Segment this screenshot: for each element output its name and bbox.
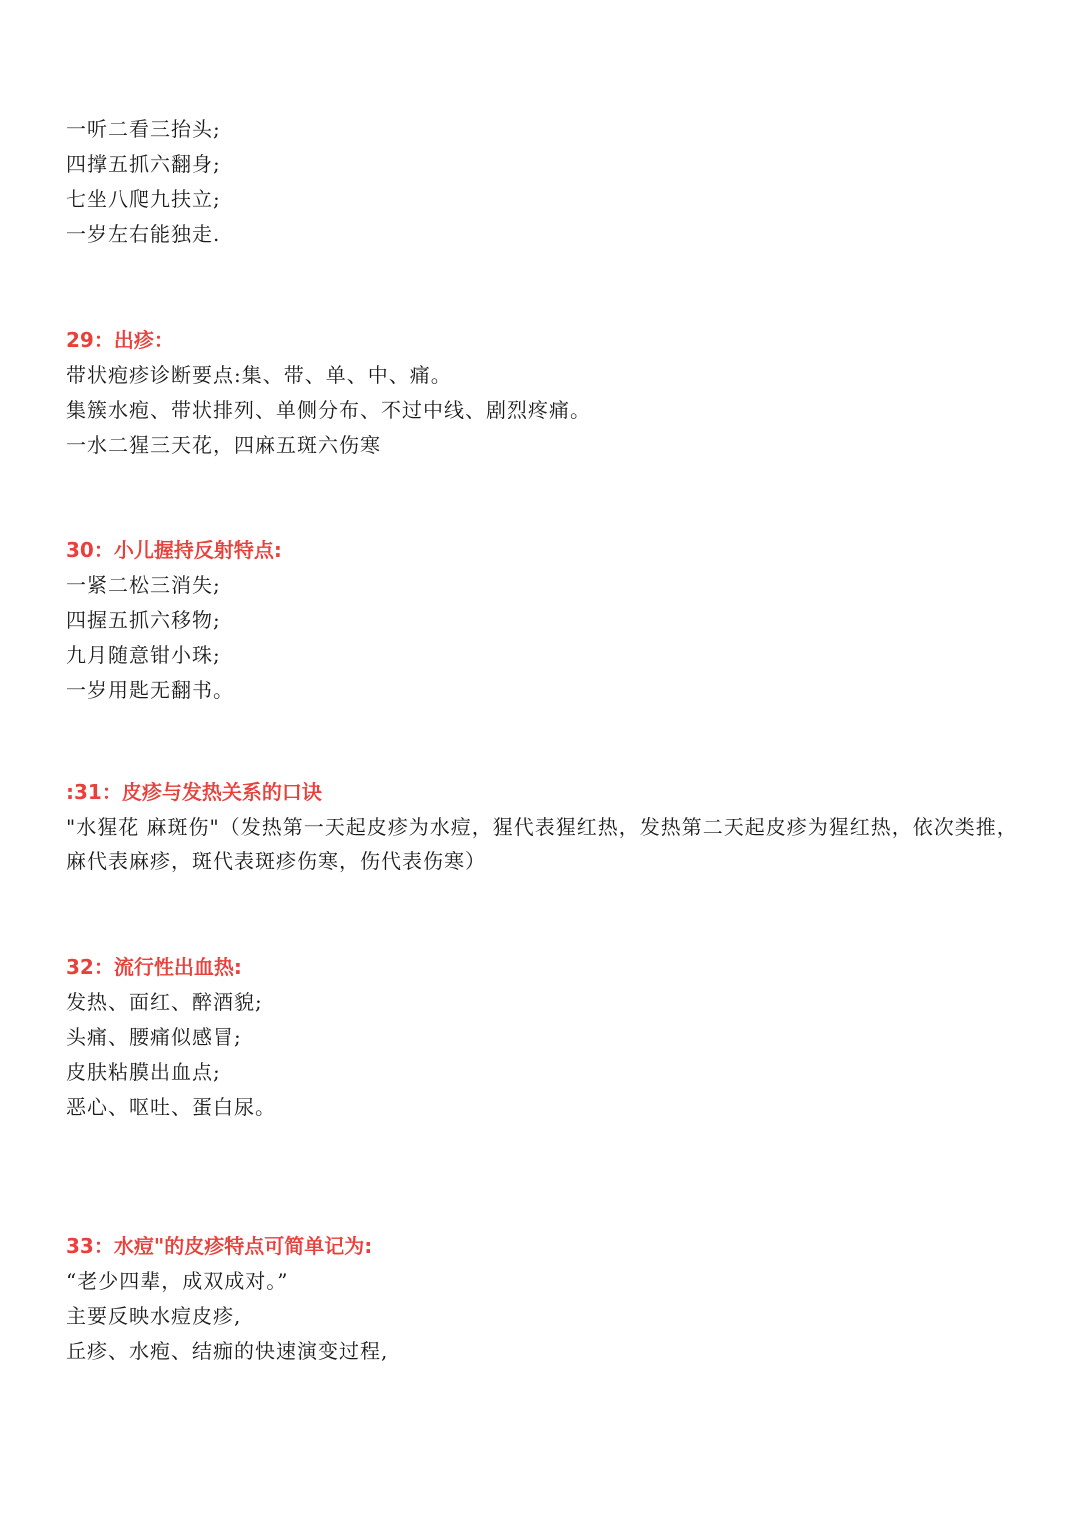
section-33-chickenpox bbox=[66, 1228, 1040, 1369]
section-31-rash-fever-mnemonic bbox=[66, 774, 1040, 878]
text-line: 九月随意钳小珠; bbox=[66, 643, 221, 667]
section-heading: 30：小儿握持反射特点: bbox=[66, 538, 282, 562]
text-line: 一紧二松三消失; bbox=[66, 573, 221, 597]
section-32-hemorrhagic-fever bbox=[66, 949, 1040, 1125]
section-30-grasp-reflex bbox=[66, 532, 1040, 708]
text-line: 头痛、腰痛似感冒; bbox=[66, 1025, 242, 1049]
text-line: 皮肤粘膜出血点; bbox=[66, 1060, 221, 1084]
text-line: 集簇水疱、带状排列、单侧分布、不过中线、剧烈疼痛。 bbox=[66, 398, 591, 422]
text-line: 发热、面红、醉酒貌; bbox=[66, 990, 263, 1014]
section-heading: 32：流行性出血热: bbox=[66, 955, 242, 979]
text-line: 七坐八爬九扶立; bbox=[66, 187, 221, 211]
text-line: 丘疹、水疱、结痂的快速演变过程, bbox=[66, 1339, 389, 1363]
text-line: 一听二看三抬头; bbox=[66, 117, 221, 141]
section-heading: 29：出疹： bbox=[66, 328, 174, 352]
text-line: 一岁用匙无翻书。 bbox=[66, 678, 234, 702]
section-heading: 33：水痘"的皮疹特点可简单记为: bbox=[66, 1234, 373, 1258]
text-line: 四握五抓六移物; bbox=[66, 608, 221, 632]
text-line: 四撑五抓六翻身; bbox=[66, 152, 221, 176]
text-line: 一岁左右能独走. bbox=[66, 222, 221, 246]
text-line: 恶心、呕吐、蛋白尿。 bbox=[66, 1095, 276, 1119]
text-line: 带状疱疹诊断要点:集、带、单、中、痛。 bbox=[66, 363, 452, 387]
text-line: 一水二猩三天花，四麻五斑六伤寒 bbox=[66, 433, 381, 457]
text-line: “老少四辈，成双成对。” bbox=[66, 1269, 289, 1293]
text-paragraph: "水猩花 麻斑伤"（发热第一天起皮疹为水痘，猩代表猩红热，发热第二天起皮疹为猩红热，依次类推，麻代表麻疹，斑代表斑疹伤寒，伤代表伤寒） bbox=[66, 815, 1018, 873]
section-29-rash bbox=[66, 322, 1040, 463]
section-heading: :31：皮疹与发热关系的口诀 bbox=[66, 780, 322, 804]
text-line: 主要反映水痘皮疹, bbox=[66, 1304, 242, 1328]
motor-development-mnemonic bbox=[66, 112, 1040, 252]
